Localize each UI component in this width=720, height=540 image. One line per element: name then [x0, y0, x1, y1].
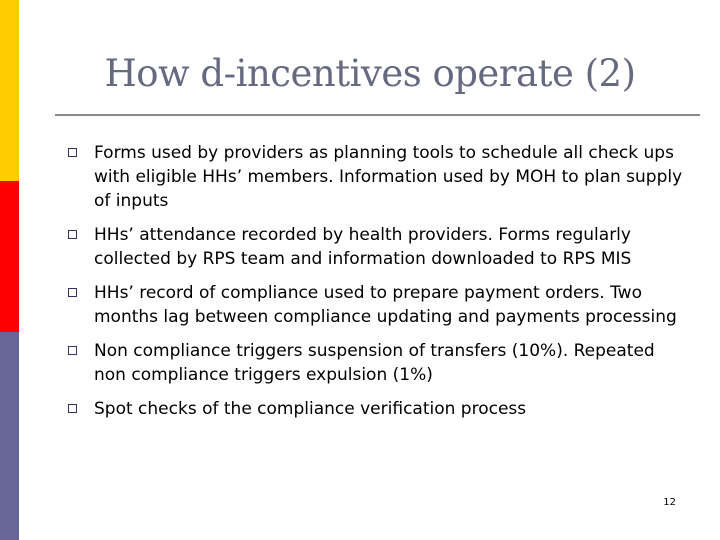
bullet-item [67, 339, 687, 387]
square-bullet-icon [68, 288, 77, 297]
bullet-item [67, 141, 687, 213]
bullet-item [67, 223, 687, 271]
bullet-item [67, 281, 687, 329]
title-divider [55, 114, 700, 116]
accent-bar-red [0, 181, 19, 332]
bullet-text: Non compliance triggers suspension of transfers (10%). Repeated non compliance triggers expulsion (1%) [94, 341, 655, 385]
bullet-list [67, 141, 687, 431]
square-bullet-icon [68, 346, 77, 355]
page-number: 12 [663, 497, 676, 508]
bullet-text: HHs’ record of compliance used to prepare payment orders. Two months lag between compliance updating and payments processing [94, 283, 677, 327]
bullet-text: Forms used by providers as planning tools to schedule all check ups with eligible HHs’ members. Information used by MOH to plan supply of inputs [94, 143, 683, 211]
square-bullet-icon [68, 230, 77, 239]
accent-bar-purple [0, 332, 19, 540]
bullet-item [67, 397, 687, 421]
slide-title: How d-incentives operate (2) [104, 52, 636, 95]
bullet-text: Spot checks of the compliance verification process [94, 399, 527, 419]
square-bullet-icon [68, 404, 77, 413]
bullet-text: HHs’ attendance recorded by health providers. Forms regularly collected by RPS team and information downloaded to RPS MIS [94, 225, 632, 269]
square-bullet-icon [68, 148, 77, 157]
